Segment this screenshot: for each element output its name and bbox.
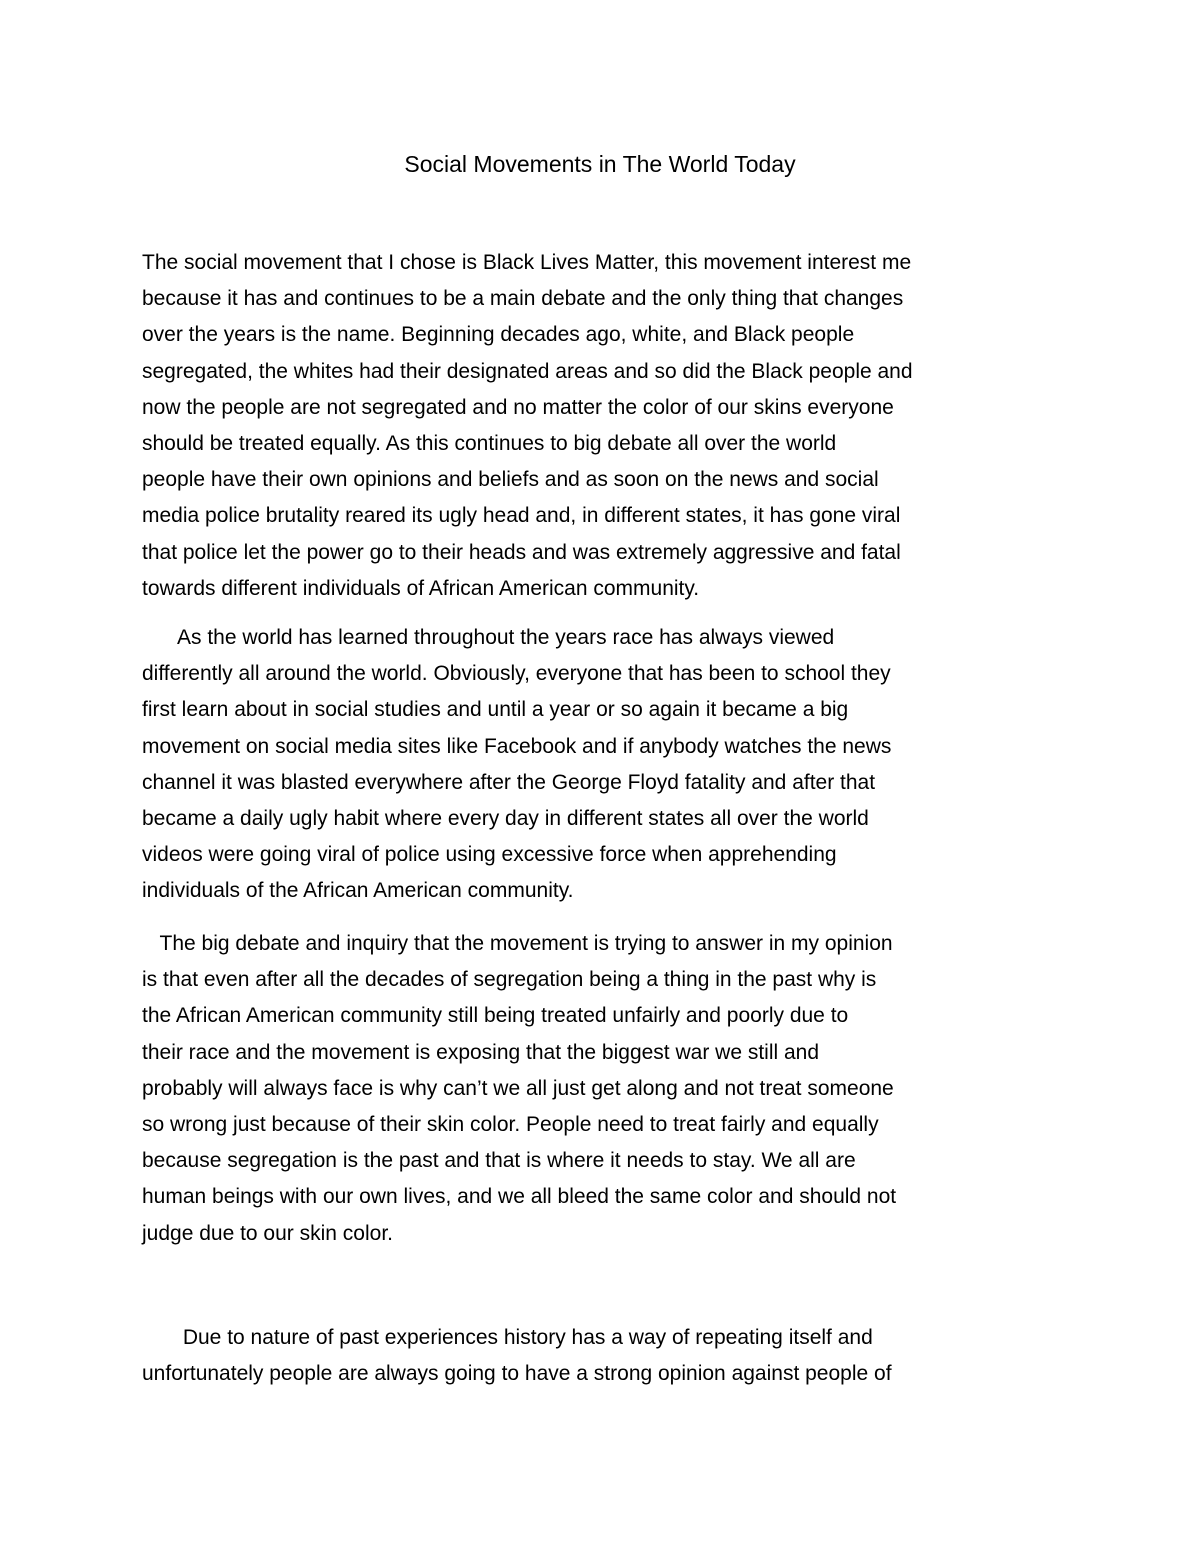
- text-line: that police let the power go to their heads and was extremely aggressive and fatal: [142, 540, 901, 564]
- text-line: media police brutality reared its ugly head and, in different states, it has gone viral: [142, 504, 901, 528]
- text-line: people have their own opinions and beliefs and as soon on the news and social: [142, 468, 879, 492]
- paragraph-1: [142, 245, 1082, 607]
- text-line: The social movement that I chose is Black Lives Matter, this movement interest me: [142, 251, 912, 274]
- text-line: differently all around the world. Obviously, everyone that has been to school they: [142, 662, 891, 686]
- paragraph-4: [142, 1320, 1082, 1392]
- paragraph-3: [142, 926, 1082, 1252]
- paragraph-2: [142, 620, 1082, 910]
- text-line: should be treated equally. As this continues to big debate all over the world: [142, 431, 837, 455]
- text-line: human beings with our own lives, and we all bleed the same color and should not: [142, 1185, 897, 1209]
- text-line: now the people are not segregated and no matter the color of our skins everyone: [142, 395, 894, 419]
- text-line: the African American community still being treated unfairly and poorly due to: [142, 1004, 849, 1028]
- text-line: their race and the movement is exposing that the biggest war we still and: [142, 1040, 820, 1064]
- text-line: Due to nature of past experiences history has a way of repeating itself and: [142, 1326, 873, 1349]
- text-line: segregated, the whites had their designated areas and so did the Black people and: [142, 359, 913, 383]
- text-line: is that even after all the decades of segregation being a thing in the past why is: [142, 968, 877, 992]
- text-line: towards different individuals of African American community.: [142, 576, 700, 600]
- text-line: so wrong just because of their skin color. People need to treat fairly and equally: [142, 1112, 879, 1136]
- text-line: As the world has learned throughout the years race has always viewed: [142, 626, 835, 649]
- text-line: channel it was blasted everywhere after the George Floyd fatality and after that: [142, 770, 876, 794]
- text-line: first learn about in social studies and until a year or so again it became a big: [142, 698, 849, 722]
- text-line: because it has and continues to be a main debate and the only thing that changes: [142, 287, 904, 311]
- text-line: judge due to our skin color.: [142, 1221, 393, 1245]
- text-line: over the years is the name. Beginning decades ago, white, and Black people: [142, 323, 855, 347]
- text-line: The big debate and inquiry that the movement is trying to answer in my opinion: [142, 932, 893, 955]
- text-line: individuals of the African American community.: [142, 879, 574, 903]
- text-line: unfortunately people are always going to have a strong opinion against people of: [142, 1362, 892, 1386]
- text-line: movement on social media sites like Facebook and if anybody watches the news: [142, 734, 892, 758]
- text-line: because segregation is the past and that is where it needs to stay. We all are: [142, 1149, 856, 1173]
- text-line: became a daily ugly habit where every day in different states all over the world: [142, 806, 869, 830]
- text-line: videos were going viral of police using excessive force when apprehending: [142, 843, 837, 867]
- text-line: probably will always face is why can’t we all just get along and not treat someone: [142, 1076, 894, 1100]
- document-title: Social Movements in The World Today: [404, 151, 796, 177]
